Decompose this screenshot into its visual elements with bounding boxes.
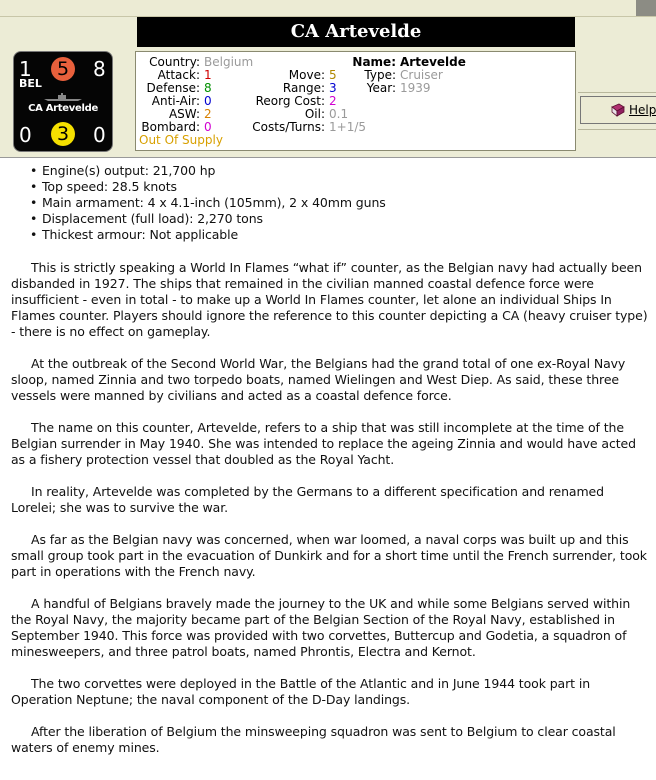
description-panel xyxy=(0,157,656,780)
paragraph: The two corvettes were deployed in the Battle of the Atlantic and in June 1944 took part in Operation Neptune; the naval component of the D-Day landings. xyxy=(11,676,591,707)
counter-bottom-circle: 3 xyxy=(51,122,75,146)
stat-range: Range: 3 xyxy=(282,81,337,95)
stat-type: Type: Cruiser xyxy=(364,68,443,82)
paragraph: In reality, Artevelde was completed by the Germans to a different specification and renamed Lorelei; she was to survive the war. xyxy=(11,484,604,515)
counter-unit-name: CA Artevelde xyxy=(28,103,98,114)
counter-bottom-left: 0 xyxy=(19,123,32,147)
stat-antiair: Anti-Air: 0 xyxy=(151,94,212,108)
counter-top-right: 8 xyxy=(93,57,106,81)
ship-silhouette-icon xyxy=(14,92,112,102)
list-item: • Top speed: 28.5 knots xyxy=(30,179,656,195)
window-corner xyxy=(636,0,656,16)
page-title: CA Artevelde xyxy=(137,17,575,47)
stat-country: Country: Belgium xyxy=(149,55,254,69)
stat-year: Year: 1939 xyxy=(366,81,431,95)
stat-defense: Defense: 8 xyxy=(146,81,212,95)
paragraph: A handful of Belgians bravely made the journey to the UK and while some Belgians served within the Royal Navy, the majority became part of the Belgian Section of the Royal Navy, established in September 1940. This force was provided with two corvettes, Buttercup and Godetia, a squadron of minesweepers, and three patrol boats, named Phrontis, Electra and Kernot. xyxy=(11,596,631,659)
list-item: • Thickest armour: Not applicable xyxy=(30,227,656,243)
stat-bombard: Bombard: 0 xyxy=(141,120,212,134)
stat-reorg-cost: Reorg Cost: 2 xyxy=(255,94,337,108)
paragraph: The name on this counter, Artevelde, refers to a ship that was still incomplete at the time of the Belgian surrender in May 1940. She was intended to replace the ageing Zinnia and would have acted as a fishery protection vessel that doubled as the Royal Yacht. xyxy=(11,420,636,467)
stat-costs-turns: Costs/Turns: 1+1/5 xyxy=(252,120,367,134)
stat-oil: Oil: 0.1 xyxy=(304,107,349,121)
paragraph: This is strictly speaking a World In Flames “what if” counter, as the Belgian navy had actually been disbanded in 1927. The ships that remained in the civilian manned coastal defence force were insufficient - even in total - to make up a World In Flames counter, let alone an individual Ships In Flames counter. Players should ignore the reference to this counter depicting a CA (heavy cruiser type) - there is no effect on gameplay. xyxy=(11,260,648,339)
counter-bottom-right: 0 xyxy=(93,123,106,147)
stat-name: Name: Artevelde xyxy=(352,55,466,69)
paragraph: After the liberation of Belgium the minsweeping squadron was sent to Belgium to clear coastal waters of enemy mines. xyxy=(11,724,616,755)
stat-asw: ASW: 2 xyxy=(168,107,212,121)
list-item: • Displacement (full load): 2,270 tons xyxy=(30,211,656,227)
list-item: • Engine(s) output: 21,700 hp xyxy=(30,163,656,179)
help-button-label: Help xyxy=(629,103,656,117)
counter-top-left: 1 xyxy=(19,57,32,81)
paragraph: At the outbreak of the Second World War, the Belgians had the grand total of one ex-Royal Navy sloop, named Zinnia and two torpedo boats, named Wielingen and West Diep. As said, these three vessels were manned by civilians and acted as a coastal defence force. xyxy=(11,356,626,403)
help-book-icon xyxy=(611,103,625,117)
unit-counter xyxy=(13,51,113,152)
supply-status: Out Of Supply xyxy=(139,133,223,147)
unit-stats-panel xyxy=(135,51,576,151)
spec-list xyxy=(0,158,656,243)
paragraph: As far as the Belgian navy was concerned, when war loomed, a naval corps was built up and this small group took part in the evacuation of Dunkirk and for a short time until the French surrender, took part in operations with the French navy. xyxy=(11,532,647,579)
list-item: • Main armament: 4 x 4.1-inch (105mm), 2 x 40mm guns xyxy=(30,195,656,211)
stat-move: Move: 5 xyxy=(288,68,337,82)
help-button[interactable] xyxy=(580,96,656,124)
counter-nation: BEL xyxy=(19,77,42,90)
window-top-strip xyxy=(0,0,656,17)
stat-attack: Attack: 1 xyxy=(157,68,212,82)
counter-top-circle: 5 xyxy=(51,57,75,81)
